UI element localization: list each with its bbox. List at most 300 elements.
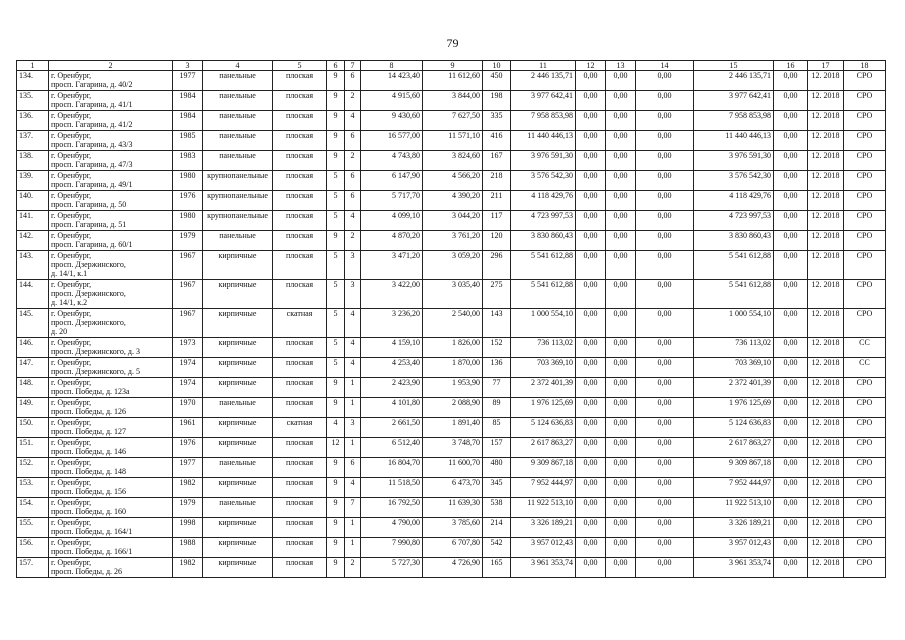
table-row <box>17 151 886 171</box>
table-cell: 0,00 <box>576 191 606 211</box>
table-cell: 6 <box>345 171 361 191</box>
table-cell: 4 <box>345 338 361 358</box>
table-cell: 9 <box>327 498 345 518</box>
table-cell: 9 <box>327 231 345 251</box>
table-cell: 1988 <box>173 538 203 558</box>
table-cell: СРО <box>844 151 886 171</box>
table-cell: 11 922 513,10 <box>694 498 774 518</box>
table-cell: 0,00 <box>636 91 694 111</box>
table-cell: 5 <box>327 211 345 231</box>
column-header: 3 <box>173 61 203 71</box>
table-cell: 7 958 853,98 <box>511 111 576 131</box>
table-cell: 1967 <box>173 251 203 280</box>
table-cell: 0,00 <box>636 280 694 309</box>
table-cell: 0,00 <box>774 91 808 111</box>
table-cell: 7 958 853,98 <box>694 111 774 131</box>
table-cell: кирпичные <box>203 438 273 458</box>
table-cell: панельные <box>203 231 273 251</box>
table-cell: 137. <box>17 131 49 151</box>
table-cell: 0,00 <box>606 438 636 458</box>
table-cell: 0,00 <box>606 378 636 398</box>
table-cell: 7 990,80 <box>361 538 423 558</box>
table-cell: г. Оренбург, просп. Дзержинского, д. 5 <box>49 358 173 378</box>
table-cell: 1998 <box>173 518 203 538</box>
table-cell: г. Оренбург, просп. Победы, д. 123а <box>49 378 173 398</box>
table-cell: плоская <box>273 378 327 398</box>
table-cell: 0,00 <box>576 171 606 191</box>
table-cell: 0,00 <box>774 211 808 231</box>
table-cell: 736 113,02 <box>694 338 774 358</box>
table-cell: 0,00 <box>606 538 636 558</box>
table-cell: панельные <box>203 398 273 418</box>
table-cell: 4 723 997,53 <box>511 211 576 231</box>
table-row <box>17 231 886 251</box>
table-cell: 4 <box>345 111 361 131</box>
table-cell: 77 <box>483 378 511 398</box>
table-cell: 0,00 <box>606 71 636 91</box>
table-cell: 3 957 012,43 <box>511 538 576 558</box>
table-cell: плоская <box>273 191 327 211</box>
table-cell: г. Оренбург, просп. Победы, д. 166/1 <box>49 538 173 558</box>
table-cell: 0,00 <box>636 131 694 151</box>
table-cell: 136. <box>17 111 49 131</box>
table-cell: 1984 <box>173 91 203 111</box>
table-cell: плоская <box>273 498 327 518</box>
table-cell: 12. 2018 <box>808 378 844 398</box>
table-cell: 1985 <box>173 131 203 151</box>
table-cell: 12. 2018 <box>808 418 844 438</box>
table-cell: 0,00 <box>606 398 636 418</box>
table-cell: 4 743,80 <box>361 151 423 171</box>
column-header: 14 <box>636 61 694 71</box>
table-cell: 4 <box>345 309 361 338</box>
table-cell: 12. 2018 <box>808 558 844 578</box>
table-cell: 0,00 <box>774 558 808 578</box>
table-cell: 1 826,00 <box>423 338 483 358</box>
table-cell: 2 540,00 <box>423 309 483 338</box>
table-cell: 1 976 125,69 <box>511 398 576 418</box>
table-cell: 198 <box>483 91 511 111</box>
table-cell: плоская <box>273 538 327 558</box>
table-cell: СРО <box>844 518 886 538</box>
table-cell: 1979 <box>173 231 203 251</box>
table-cell: кирпичные <box>203 478 273 498</box>
table-cell: 12. 2018 <box>808 131 844 151</box>
table-cell: г. Оренбург, просп. Дзержинского, д. 14/1, к.2 <box>49 280 173 309</box>
table-cell: 2 423,90 <box>361 378 423 398</box>
table-cell: 0,00 <box>576 398 606 418</box>
table-cell: 0,00 <box>606 111 636 131</box>
table-cell: 4 118 429,76 <box>511 191 576 211</box>
table-cell: 85 <box>483 418 511 438</box>
table-cell: 3 748,70 <box>423 438 483 458</box>
table-cell: 11 571,10 <box>423 131 483 151</box>
table-row <box>17 498 886 518</box>
table-cell: 0,00 <box>606 458 636 478</box>
table-cell: 117 <box>483 211 511 231</box>
table-cell: 703 369,10 <box>694 358 774 378</box>
table-cell: 0,00 <box>576 498 606 518</box>
column-header: 7 <box>345 61 361 71</box>
table-cell: 0,00 <box>606 191 636 211</box>
table-cell: 12 <box>327 438 345 458</box>
table-row <box>17 91 886 111</box>
table-cell: 5 <box>327 171 345 191</box>
table-cell: 0,00 <box>774 338 808 358</box>
column-header: 9 <box>423 61 483 71</box>
table-cell: г. Оренбург, просп. Победы, д. 26 <box>49 558 173 578</box>
table-cell: 2 617 863,27 <box>511 438 576 458</box>
table-cell: 0,00 <box>636 231 694 251</box>
table-cell: 143 <box>483 309 511 338</box>
table-cell: 0,00 <box>576 338 606 358</box>
table-cell: 136 <box>483 358 511 378</box>
table-cell: 0,00 <box>774 458 808 478</box>
table-cell: панельные <box>203 91 273 111</box>
table-cell: 1 891,40 <box>423 418 483 438</box>
table-cell: 2 <box>345 231 361 251</box>
table-cell: 480 <box>483 458 511 478</box>
table-cell: СРО <box>844 309 886 338</box>
table-cell: 0,00 <box>606 171 636 191</box>
table-cell: 1982 <box>173 478 203 498</box>
table-cell: 12. 2018 <box>808 91 844 111</box>
table-cell: плоская <box>273 358 327 378</box>
table-cell: 211 <box>483 191 511 211</box>
table-cell: 0,00 <box>774 71 808 91</box>
table-cell: 0,00 <box>636 558 694 578</box>
table-cell: 1 976 125,69 <box>694 398 774 418</box>
table-cell: г. Оренбург, просп. Дзержинского, д. 20 <box>49 309 173 338</box>
table-cell: 3 035,40 <box>423 280 483 309</box>
table-cell: 1 953,90 <box>423 378 483 398</box>
table-cell: г. Оренбург, просп. Гагарина, д. 43/3 <box>49 131 173 151</box>
table-cell: 1979 <box>173 498 203 518</box>
table-cell: 2 372 401,39 <box>694 378 774 398</box>
table-cell: 296 <box>483 251 511 280</box>
table-cell: 3 761,20 <box>423 231 483 251</box>
table-cell: 9 430,60 <box>361 111 423 131</box>
table-cell: 1974 <box>173 358 203 378</box>
table-row <box>17 191 886 211</box>
table-cell: 0,00 <box>774 251 808 280</box>
table-row <box>17 71 886 91</box>
table-cell: СРО <box>844 280 886 309</box>
column-header: 17 <box>808 61 844 71</box>
table-cell: 450 <box>483 71 511 91</box>
table-cell: 11 922 513,10 <box>511 498 576 518</box>
table-cell: 12. 2018 <box>808 251 844 280</box>
table-cell: 1984 <box>173 111 203 131</box>
table-cell: 0,00 <box>774 191 808 211</box>
table-cell: плоская <box>273 171 327 191</box>
table-cell: 3 <box>345 280 361 309</box>
table-cell: г. Оренбург, просп. Победы, д. 146 <box>49 438 173 458</box>
table-cell: СРО <box>844 191 886 211</box>
table-cell: плоская <box>273 398 327 418</box>
table-cell: 0,00 <box>606 558 636 578</box>
table-row <box>17 558 886 578</box>
table-cell: 0,00 <box>606 151 636 171</box>
table-cell: г. Оренбург, просп. Победы, д. 148 <box>49 458 173 478</box>
table-cell: 2 661,50 <box>361 418 423 438</box>
table-cell: панельные <box>203 498 273 518</box>
table-cell: 5 <box>327 191 345 211</box>
table-cell: 0,00 <box>576 91 606 111</box>
table-cell: 0,00 <box>576 458 606 478</box>
table-row <box>17 131 886 151</box>
table-cell: 9 <box>327 91 345 111</box>
table-cell: СРО <box>844 378 886 398</box>
table-cell: СРО <box>844 171 886 191</box>
table-cell: 0,00 <box>774 398 808 418</box>
table-cell: 0,00 <box>606 498 636 518</box>
table-cell: 0,00 <box>576 251 606 280</box>
table-cell: СРО <box>844 538 886 558</box>
table-cell: 0,00 <box>636 378 694 398</box>
table-cell: 0,00 <box>774 358 808 378</box>
table-cell: 0,00 <box>774 131 808 151</box>
table-cell: крупнопанельные <box>203 171 273 191</box>
table-cell: 11 612,60 <box>423 71 483 91</box>
column-header: 6 <box>327 61 345 71</box>
table-cell: 6 <box>345 191 361 211</box>
table-cell: 7 627,50 <box>423 111 483 131</box>
table-cell: 0,00 <box>576 111 606 131</box>
table-cell: 12. 2018 <box>808 538 844 558</box>
table-row <box>17 438 886 458</box>
table-cell: 0,00 <box>606 131 636 151</box>
table-cell: 0,00 <box>774 538 808 558</box>
table-cell: 3 422,00 <box>361 280 423 309</box>
table-cell: 11 600,70 <box>423 458 483 478</box>
table-cell: 156. <box>17 538 49 558</box>
table-cell: 1 <box>345 398 361 418</box>
table-cell: 6 <box>345 458 361 478</box>
housing-repair-table <box>16 60 886 578</box>
table-row <box>17 280 886 309</box>
table-cell: СС <box>844 358 886 378</box>
table-row <box>17 171 886 191</box>
table-cell: плоская <box>273 338 327 358</box>
table-cell: г. Оренбург, просп. Победы, д. 127 <box>49 418 173 438</box>
table-row <box>17 251 886 280</box>
table-cell: 538 <box>483 498 511 518</box>
table-cell: кирпичные <box>203 538 273 558</box>
table-cell: 0,00 <box>576 211 606 231</box>
table-cell: СРО <box>844 91 886 111</box>
column-header: 18 <box>844 61 886 71</box>
table-cell: кирпичные <box>203 338 273 358</box>
table-cell: 9 <box>327 458 345 478</box>
table-cell: 1977 <box>173 71 203 91</box>
table-cell: 0,00 <box>576 478 606 498</box>
table-cell: 0,00 <box>636 111 694 131</box>
table-cell: 12. 2018 <box>808 71 844 91</box>
table-cell: 6 147,90 <box>361 171 423 191</box>
table-cell: кирпичные <box>203 251 273 280</box>
table-cell: 9 309 867,18 <box>694 458 774 478</box>
table-cell: 1967 <box>173 280 203 309</box>
table-cell: 153. <box>17 478 49 498</box>
table-cell: СРО <box>844 131 886 151</box>
table-cell: 2 446 135,71 <box>694 71 774 91</box>
table-cell: 2 446 135,71 <box>511 71 576 91</box>
table-cell: г. Оренбург, просп. Гагарина, д. 40/2 <box>49 71 173 91</box>
table-cell: 12. 2018 <box>808 358 844 378</box>
table-cell: 147. <box>17 358 49 378</box>
table-cell: 139. <box>17 171 49 191</box>
table-cell: 9 <box>327 71 345 91</box>
table-cell: 6 <box>345 71 361 91</box>
table-cell: г. Оренбург, просп. Дзержинского, д. 3 <box>49 338 173 358</box>
table-cell: 0,00 <box>774 498 808 518</box>
table-cell: плоская <box>273 438 327 458</box>
column-header: 4 <box>203 61 273 71</box>
table-cell: 3 961 353,74 <box>511 558 576 578</box>
table-cell: 218 <box>483 171 511 191</box>
table-cell: плоская <box>273 280 327 309</box>
table-cell: 0,00 <box>774 309 808 338</box>
table-cell: 2 372 401,39 <box>511 378 576 398</box>
table-body <box>17 71 886 578</box>
table-cell: 3 957 012,43 <box>694 538 774 558</box>
table-cell: 4 099,10 <box>361 211 423 231</box>
table-cell: 1974 <box>173 378 203 398</box>
table-row <box>17 458 886 478</box>
table-cell: 0,00 <box>576 378 606 398</box>
table-cell: 3 326 189,21 <box>694 518 774 538</box>
table-cell: 335 <box>483 111 511 131</box>
table-cell: 6 473,70 <box>423 478 483 498</box>
table-cell: панельные <box>203 111 273 131</box>
table-cell: 154. <box>17 498 49 518</box>
table-cell: 4 101,80 <box>361 398 423 418</box>
table-cell: 6 707,80 <box>423 538 483 558</box>
table-cell: 1 <box>345 438 361 458</box>
table-cell: СРО <box>844 438 886 458</box>
table-cell: 7 952 444,97 <box>694 478 774 498</box>
table-row <box>17 518 886 538</box>
table-cell: 4 723 997,53 <box>694 211 774 231</box>
table-cell: СРО <box>844 498 886 518</box>
table-cell: 9 <box>327 111 345 131</box>
table-cell: 4 390,20 <box>423 191 483 211</box>
table-cell: 0,00 <box>606 358 636 378</box>
table-cell: 0,00 <box>774 418 808 438</box>
table-cell: 0,00 <box>606 280 636 309</box>
table-cell: СРО <box>844 398 886 418</box>
table-cell: 5 541 612,88 <box>511 280 576 309</box>
table-cell: 542 <box>483 538 511 558</box>
table-cell: плоская <box>273 558 327 578</box>
table-cell: 275 <box>483 280 511 309</box>
table-cell: плоская <box>273 458 327 478</box>
table-cell: 0,00 <box>774 438 808 458</box>
table-cell: 12. 2018 <box>808 309 844 338</box>
table-cell: 0,00 <box>576 151 606 171</box>
table-cell: 1 <box>345 518 361 538</box>
table-cell: 4 915,60 <box>361 91 423 111</box>
table-cell: 0,00 <box>576 309 606 338</box>
table-cell: 3 977 642,41 <box>694 91 774 111</box>
table-cell: 5 727,30 <box>361 558 423 578</box>
table-cell: 146. <box>17 338 49 358</box>
table-cell: 5 124 636,83 <box>511 418 576 438</box>
table-cell: 11 440 446,13 <box>511 131 576 151</box>
table-cell: 0,00 <box>606 518 636 538</box>
table-cell: 1 <box>345 538 361 558</box>
table-cell: 0,00 <box>774 518 808 538</box>
table-cell: 12. 2018 <box>808 438 844 458</box>
table-cell: 2 <box>345 558 361 578</box>
table-cell: 12. 2018 <box>808 171 844 191</box>
table-cell: 0,00 <box>774 280 808 309</box>
table-cell: 3 059,20 <box>423 251 483 280</box>
table-cell: крупнопанельные <box>203 211 273 231</box>
table-cell: кирпичные <box>203 378 273 398</box>
table-cell: 1977 <box>173 458 203 478</box>
table-cell: г. Оренбург, просп. Дзержинского, д. 14/1, к.1 <box>49 251 173 280</box>
table-cell: 12. 2018 <box>808 518 844 538</box>
table-cell: 0,00 <box>774 151 808 171</box>
table-cell: г. Оренбург, просп. Гагарина, д. 51 <box>49 211 173 231</box>
table-cell: 0,00 <box>774 478 808 498</box>
table-cell: 0,00 <box>576 280 606 309</box>
table-cell: 151. <box>17 438 49 458</box>
table-cell: 0,00 <box>774 171 808 191</box>
table-cell: 7 <box>345 498 361 518</box>
table-cell: 0,00 <box>576 131 606 151</box>
table-cell: 4 870,20 <box>361 231 423 251</box>
column-header: 2 <box>49 61 173 71</box>
table-cell: 0,00 <box>636 309 694 338</box>
table-cell: 1967 <box>173 309 203 338</box>
table-cell: крупнопанельные <box>203 191 273 211</box>
table-cell: 0,00 <box>576 518 606 538</box>
table-cell: 1961 <box>173 418 203 438</box>
table-cell: 12. 2018 <box>808 151 844 171</box>
table-cell: 135. <box>17 91 49 111</box>
table-cell: плоская <box>273 71 327 91</box>
table-cell: 12. 2018 <box>808 338 844 358</box>
table-cell: плоская <box>273 251 327 280</box>
table-row <box>17 378 886 398</box>
table-cell: 0,00 <box>636 498 694 518</box>
table-cell: г. Оренбург, просп. Победы, д. 164/1 <box>49 518 173 538</box>
table-cell: г. Оренбург, просп. Гагарина, д. 47/3 <box>49 151 173 171</box>
table-cell: 0,00 <box>636 71 694 91</box>
table-cell: 0,00 <box>636 438 694 458</box>
column-header: 1 <box>17 61 49 71</box>
table-cell: 9 <box>327 131 345 151</box>
table-cell: 4 726,90 <box>423 558 483 578</box>
table-cell: 3 961 353,74 <box>694 558 774 578</box>
table-cell: СРО <box>844 458 886 478</box>
table-cell: 4 <box>345 211 361 231</box>
table-cell: 11 440 446,13 <box>694 131 774 151</box>
table-cell: 3 785,60 <box>423 518 483 538</box>
table-cell: 3 <box>345 418 361 438</box>
table-cell: 2 <box>345 91 361 111</box>
table-cell: плоская <box>273 131 327 151</box>
table-cell: 0,00 <box>636 251 694 280</box>
table-cell: 0,00 <box>606 338 636 358</box>
table-cell: 0,00 <box>576 538 606 558</box>
table-row <box>17 358 886 378</box>
table-cell: 1 870,00 <box>423 358 483 378</box>
table-cell: 0,00 <box>606 309 636 338</box>
